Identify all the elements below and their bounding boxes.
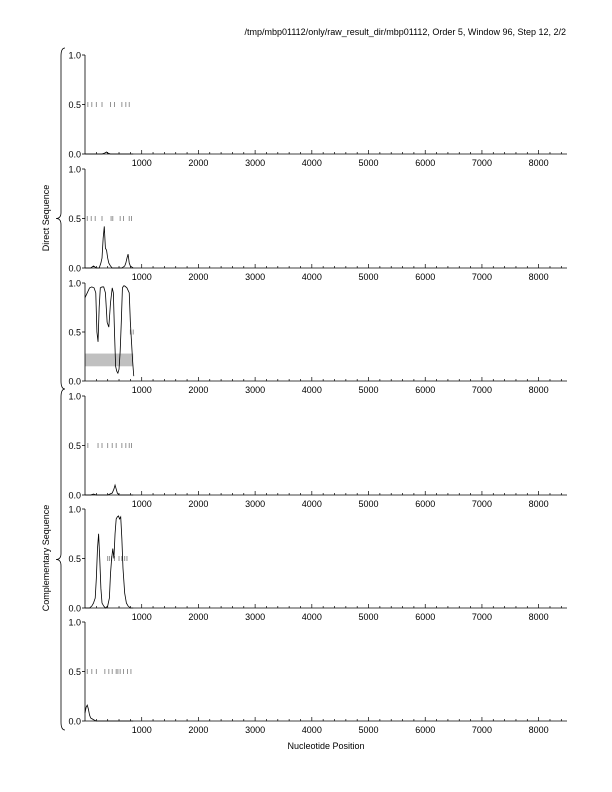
x-tick-label: 8000 — [528, 158, 549, 168]
x-tick-label: 1000 — [131, 158, 152, 168]
x-tick-label: 3000 — [245, 158, 266, 168]
x-tick-label: 7000 — [471, 612, 492, 622]
x-tick-label: 4000 — [301, 158, 322, 168]
y-tick-label: 0.5 — [68, 327, 81, 338]
x-tick-label: 8000 — [528, 612, 549, 622]
x-tick-label: 7000 — [471, 385, 492, 395]
x-tick-label: 1000 — [131, 612, 152, 622]
x-tick-label: 4000 — [301, 612, 322, 622]
x-tick-label: 5000 — [358, 272, 379, 282]
y-tick-label: 0.0 — [68, 149, 81, 160]
x-tick-label: 1000 — [131, 385, 152, 395]
x-tick-label: 4000 — [301, 725, 322, 735]
complementary-sequence-brace — [56, 389, 65, 730]
x-tick-label: 6000 — [415, 385, 436, 395]
y-tick-label: 0.5 — [68, 441, 81, 451]
x-tick-label: 5000 — [358, 499, 379, 509]
x-tick-label: 6000 — [415, 499, 436, 509]
y-tick-label: 0.5 — [68, 214, 81, 224]
x-tick-label: 3000 — [245, 725, 266, 735]
y-tick-label: 1.0 — [68, 50, 81, 61]
complementary-sequence-label: Complementary Sequence — [41, 504, 51, 612]
y-tick-label: 0.0 — [68, 263, 81, 274]
y-tick-label: 0.0 — [68, 716, 81, 727]
panel-6 — [68, 618, 567, 736]
x-tick-label: 4000 — [301, 272, 322, 282]
x-tick-label: 2000 — [188, 385, 209, 395]
x-tick-label: 3000 — [245, 612, 266, 622]
x-tick-label: 6000 — [415, 272, 436, 282]
x-tick-label: 2000 — [188, 158, 209, 168]
y-tick-label: 0.0 — [68, 490, 81, 501]
x-axis-title: Nucleotide Position — [287, 741, 365, 751]
x-tick-label: 7000 — [471, 272, 492, 282]
x-tick-label: 4000 — [301, 499, 322, 509]
x-tick-label: 7000 — [471, 499, 492, 509]
y-tick-label: 0.5 — [68, 667, 81, 677]
x-tick-label: 3000 — [245, 499, 266, 509]
x-tick-label: 2000 — [188, 725, 209, 735]
y-tick-label: 1.0 — [68, 278, 81, 289]
y-tick-label: 0.5 — [68, 554, 81, 564]
y-tick-label: 1.0 — [68, 164, 81, 175]
x-tick-label: 6000 — [415, 612, 436, 622]
direct-sequence-brace — [56, 48, 65, 389]
x-tick-label: 3000 — [245, 385, 266, 395]
panel-4 — [68, 392, 567, 510]
x-tick-label: 3000 — [245, 272, 266, 282]
y-tick-label: 1.0 — [68, 391, 81, 402]
y-tick-label: 0.0 — [68, 376, 81, 387]
x-tick-label: 1000 — [131, 725, 152, 735]
direct-sequence-label: Direct Sequence — [41, 184, 51, 252]
y-tick-label: 0.5 — [68, 100, 81, 110]
x-tick-label: 6000 — [415, 158, 436, 168]
x-tick-label: 5000 — [358, 612, 379, 622]
series-line — [85, 516, 133, 608]
x-tick-label: 8000 — [528, 272, 549, 282]
x-tick-label: 2000 — [188, 272, 209, 282]
panel-2 — [68, 165, 567, 283]
panel-1 — [68, 51, 567, 169]
x-tick-label: 5000 — [358, 725, 379, 735]
x-tick-label: 1000 — [131, 499, 152, 509]
x-tick-label: 5000 — [358, 158, 379, 168]
series-line — [85, 705, 133, 721]
x-tick-label: 1000 — [131, 272, 152, 282]
x-tick-label: 7000 — [471, 158, 492, 168]
x-tick-label: 8000 — [528, 499, 549, 509]
x-tick-label: 2000 — [188, 612, 209, 622]
header-text: /tmp/mbp01112/only/raw_result_dir/mbp01112, Order 5, Window 96, Step 12, 2/2 — [244, 27, 566, 37]
series-line — [85, 226, 133, 268]
series-line — [85, 485, 133, 495]
x-tick-label: 6000 — [415, 725, 436, 735]
y-tick-label: 0.0 — [68, 603, 81, 614]
x-tick-label: 2000 — [188, 499, 209, 509]
shaded-region — [85, 354, 133, 367]
y-tick-label: 1.0 — [68, 617, 81, 628]
x-tick-label: 4000 — [301, 385, 322, 395]
x-tick-label: 7000 — [471, 725, 492, 735]
x-tick-label: 8000 — [528, 725, 549, 735]
x-tick-label: 8000 — [528, 385, 549, 395]
series-line — [85, 152, 133, 154]
panel-3 — [68, 279, 567, 396]
y-tick-label: 1.0 — [68, 504, 81, 515]
x-tick-label: 5000 — [358, 385, 379, 395]
panel-5 — [68, 505, 567, 623]
